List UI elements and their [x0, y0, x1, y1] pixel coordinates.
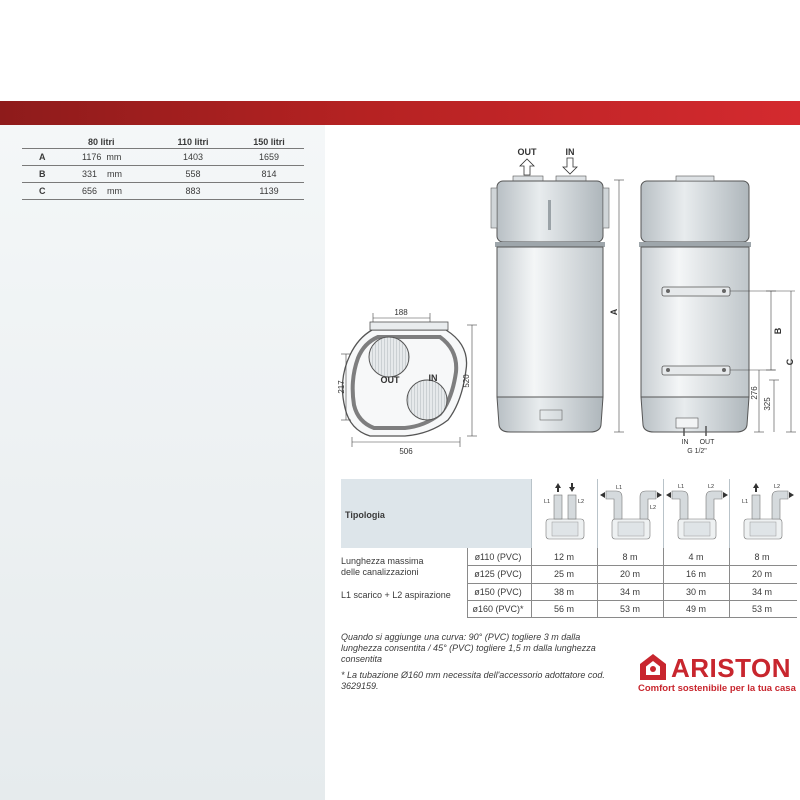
notes — [341, 632, 611, 697]
top-view-drawing — [337, 308, 477, 456]
svg-text:L2: L2 — [650, 505, 657, 511]
front-view-drawing — [491, 147, 624, 432]
row-label: C — [39, 186, 46, 196]
value-cell: 53 m — [619, 604, 640, 614]
tipologia-row — [341, 479, 797, 548]
value-cell: 12 m — [553, 552, 574, 562]
ariston-house-icon — [638, 652, 668, 682]
config-type-4 — [729, 479, 797, 548]
col-110: 110 litri — [177, 137, 209, 147]
svg-text:L1: L1 — [544, 499, 551, 505]
value-cell: 49 m — [685, 604, 706, 614]
row-label: B — [39, 169, 46, 179]
front-dim-a: A — [609, 308, 619, 316]
value-cell: 20 m — [619, 569, 640, 579]
row-label: A — [39, 152, 46, 162]
svg-text:L2: L2 — [774, 484, 781, 490]
front-out-label: OUT — [517, 147, 537, 157]
pipe-150: ø150 (PVC) — [474, 587, 522, 597]
back-dim-276: 276 — [750, 386, 759, 400]
curve-note: Quando si aggiunge una curva: 90° (PVC) togliere 3 m dalla lunghezza consentita / 45° (PVC) togliere 1,5 m dalla lunghezza consentita — [341, 632, 596, 664]
arrow-down-icon — [563, 158, 577, 174]
value-cell: 25 m — [553, 569, 574, 579]
value-cell: 8 m — [754, 552, 770, 562]
col-80: 80 litri — [88, 137, 115, 147]
top-in-label: IN — [428, 373, 438, 383]
value-110: 1403 — [182, 152, 204, 162]
top-dim-520: 520 — [462, 374, 471, 388]
svg-text:L1: L1 — [742, 499, 749, 505]
value-cell: 16 m — [685, 569, 706, 579]
value-80: 331 mm — [82, 169, 123, 179]
top-dim-217: 217 — [337, 380, 346, 394]
pipe-110: ø110 (PVC) — [474, 552, 522, 562]
back-view-drawing — [639, 176, 796, 455]
row-label-line2: delle canalizzazioni — [341, 567, 419, 577]
row-label-line1: Lunghezza massima — [341, 556, 424, 566]
value-110: 883 — [185, 186, 201, 196]
value-cell: 20 m — [751, 569, 772, 579]
config-type-1 — [531, 479, 597, 548]
back-out-label: OUT — [699, 439, 715, 446]
config-type-2 — [597, 479, 663, 548]
back-thread-label: G 1/2" — [687, 448, 707, 455]
brand-tagline: Comfort sostenibile per la tua casa — [638, 683, 796, 694]
pipe-160: ø160 (PVC)* — [472, 604, 524, 614]
svg-text:L1: L1 — [616, 485, 623, 491]
value-110: 558 — [185, 169, 201, 179]
top-dim-188: 188 — [394, 308, 408, 317]
value-cell: 34 m — [619, 587, 640, 597]
value-cell: 56 m — [553, 604, 574, 614]
svg-text:L2: L2 — [578, 499, 585, 505]
value-cell: 34 m — [751, 587, 772, 597]
config-type-3 — [663, 479, 729, 548]
arrow-up-icon — [520, 159, 534, 175]
value-150: 1139 — [259, 186, 279, 196]
value-80: 656 mm — [82, 186, 123, 196]
svg-text:L1: L1 — [678, 484, 685, 490]
brand-name: ARISTON — [671, 653, 792, 683]
value-cell: 4 m — [688, 552, 704, 562]
value-80: 1176 mm — [82, 152, 122, 162]
back-dim-c: C — [785, 358, 795, 366]
value-150: 814 — [261, 169, 277, 179]
value-cell: 8 m — [622, 552, 638, 562]
front-in-label: IN — [565, 147, 575, 157]
back-dim-b: B — [773, 327, 783, 335]
value-cell: 38 m — [553, 587, 574, 597]
back-in-label: IN — [681, 439, 689, 446]
svg-text:L2: L2 — [708, 484, 715, 490]
back-dim-325: 325 — [763, 397, 772, 411]
top-out-label: OUT — [380, 375, 400, 385]
pipe-125: ø125 (PVC) — [474, 569, 522, 579]
top-dim-506: 506 — [399, 447, 413, 456]
value-cell: 53 m — [751, 604, 772, 614]
col-150: 150 litri — [253, 137, 285, 147]
value-cell: 30 m — [685, 587, 706, 597]
footnote: * La tubazione Ø160 mm necessita dell'accessorio adottatore cod. 3629159. — [341, 670, 605, 691]
tipologia-label: Tipologia — [345, 510, 385, 520]
row-label-line3: L1 scarico + L2 aspirazione — [341, 590, 451, 600]
value-150: 1659 — [258, 152, 280, 162]
